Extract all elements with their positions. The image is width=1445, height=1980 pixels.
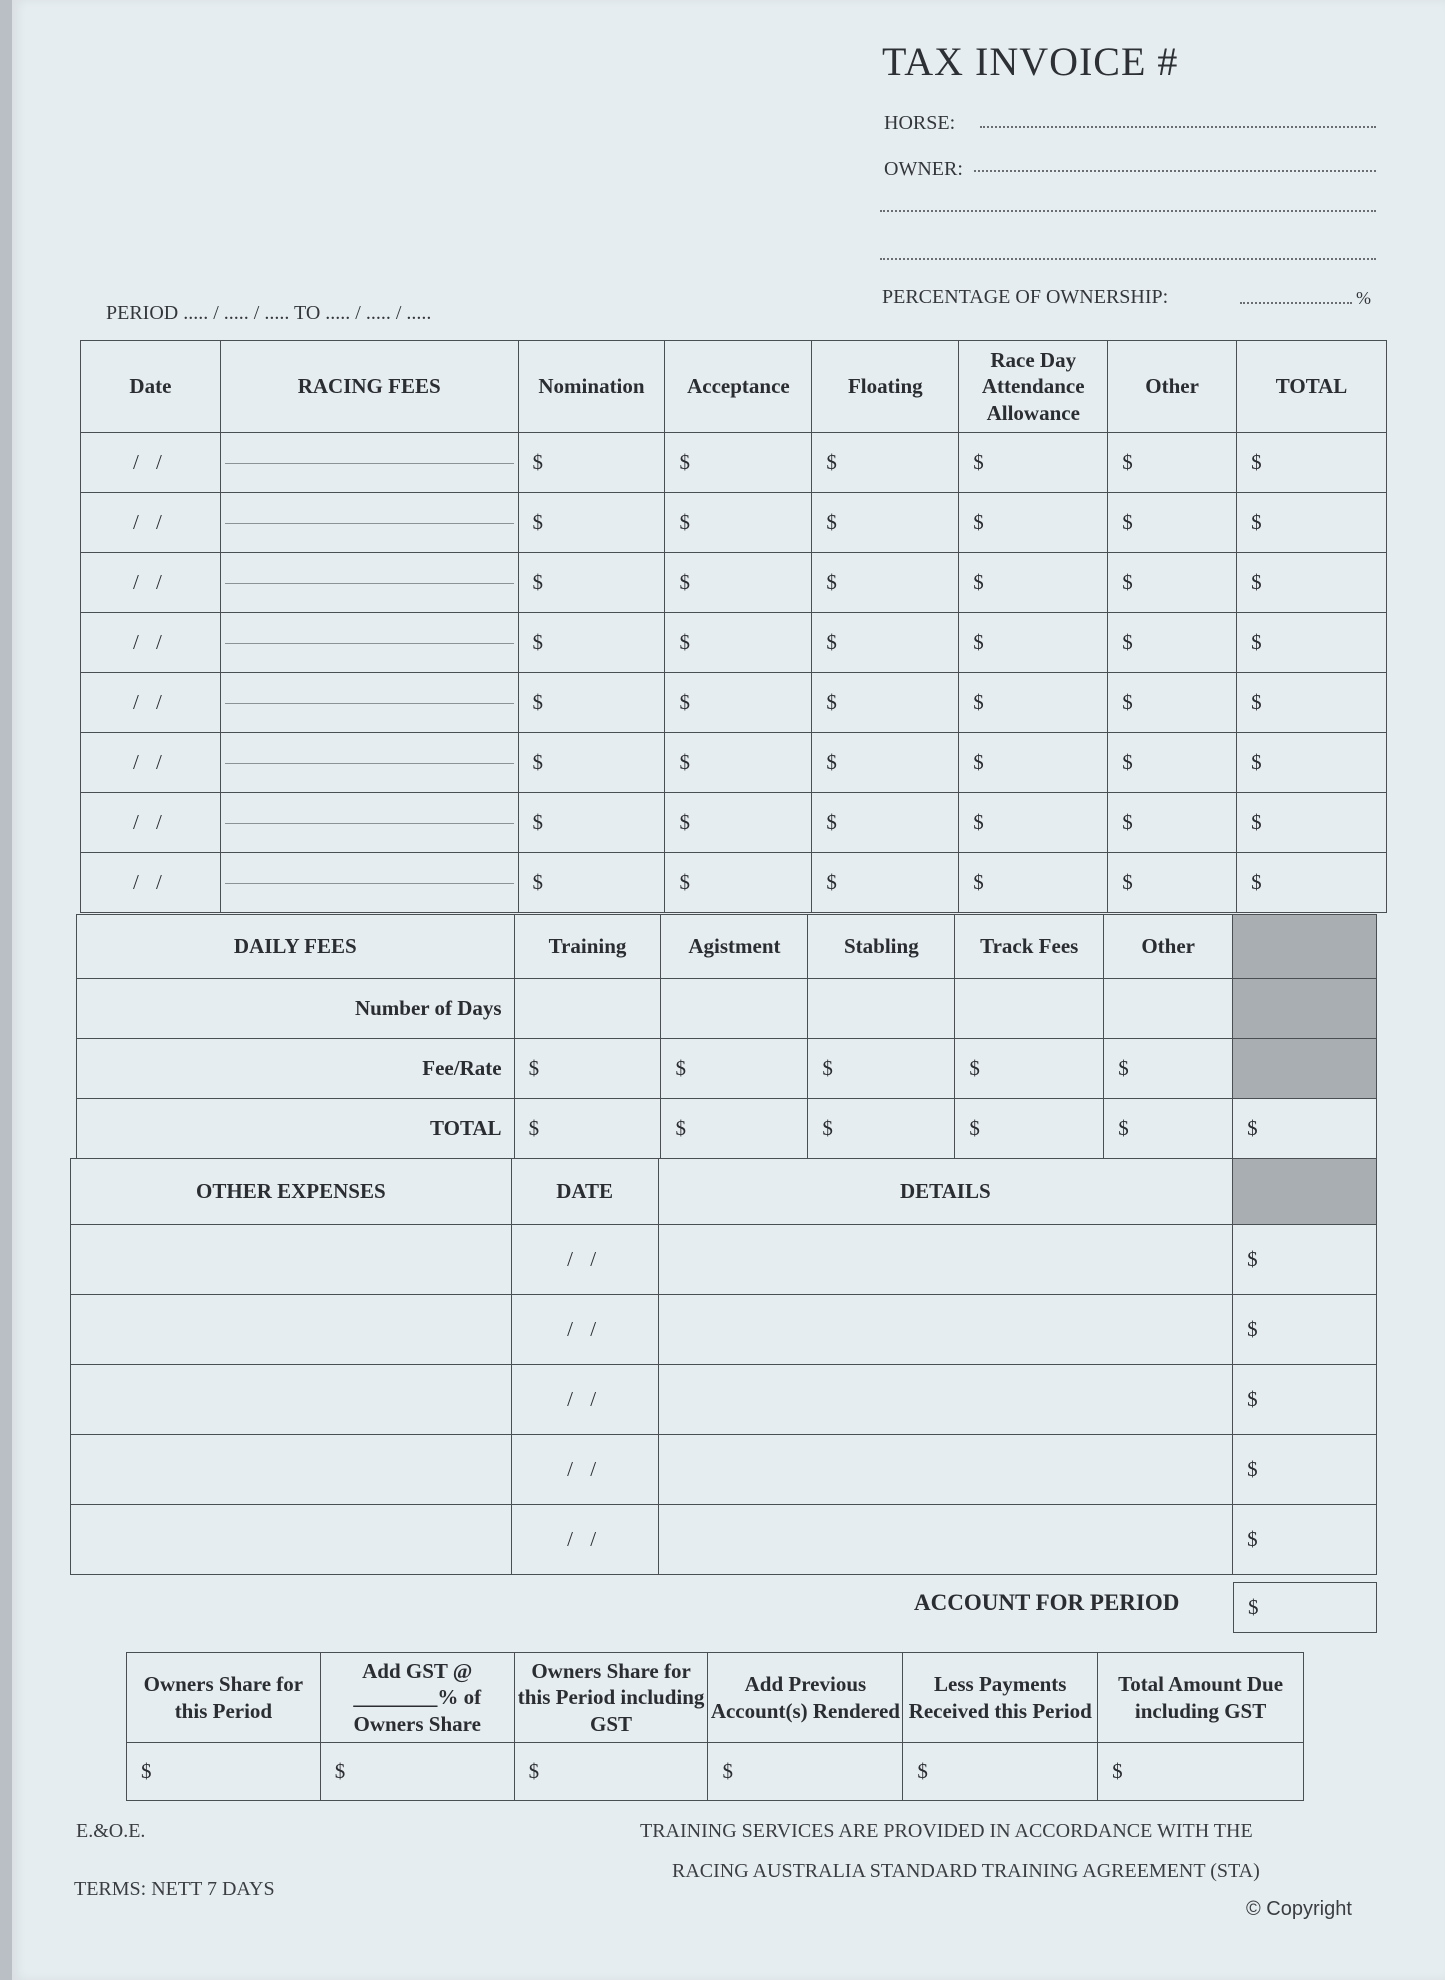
- less-payments-cell[interactable]: $: [903, 1743, 1098, 1801]
- racing-description-cell[interactable]: [220, 553, 518, 613]
- header-training: Training: [514, 915, 661, 979]
- racing-acceptance-cell[interactable]: $: [665, 613, 812, 673]
- other-expense-date-cell[interactable]: / /: [511, 1295, 658, 1365]
- racing-other-cell[interactable]: $: [1108, 793, 1237, 853]
- other-expense-details-cell[interactable]: [658, 1225, 1233, 1295]
- total-amount-due-cell[interactable]: $: [1098, 1743, 1304, 1801]
- racing-fee-row: [81, 733, 1387, 793]
- racing-acceptance-cell[interactable]: $: [665, 793, 812, 853]
- racing-date-cell[interactable]: / /: [81, 553, 221, 613]
- summary-table: [126, 1652, 1304, 1801]
- other-expense-row: [71, 1225, 1377, 1295]
- other-expenses-table: [70, 1158, 1377, 1575]
- header-daily-other: Other: [1104, 915, 1233, 979]
- racing-nomination-cell[interactable]: $: [518, 853, 665, 913]
- other-expense-details-cell[interactable]: [658, 1505, 1233, 1575]
- previous-accounts-cell[interactable]: $: [708, 1743, 903, 1801]
- summary-header-row: [127, 1653, 1304, 1743]
- copyright-text: © Copyright: [1246, 1898, 1352, 1920]
- period-field[interactable]: PERIOD ..... / ..... / ..... TO ..... / ..... / .....: [106, 302, 432, 324]
- racing-floating-cell[interactable]: $: [812, 673, 959, 733]
- daily-fees-title: DAILY FEES: [77, 915, 515, 979]
- racing-total-cell[interactable]: $: [1237, 493, 1387, 553]
- header-details: DETAILS: [658, 1159, 1233, 1225]
- other-expense-description-cell[interactable]: [71, 1505, 512, 1575]
- header-less-payments: Less Payments Received this Period: [903, 1653, 1098, 1743]
- racing-race-day-cell[interactable]: $: [959, 793, 1108, 853]
- daily-total-cell[interactable]: $: [808, 1099, 955, 1159]
- racing-other-cell[interactable]: $: [1108, 613, 1237, 673]
- other-expense-details-cell[interactable]: [658, 1435, 1233, 1505]
- number-of-days-row: [77, 979, 1377, 1039]
- header-acceptance: Acceptance: [665, 341, 812, 433]
- racing-other-cell[interactable]: $: [1108, 553, 1237, 613]
- days-cell[interactable]: [955, 979, 1104, 1039]
- other-expense-row: [71, 1435, 1377, 1505]
- other-expense-description-cell[interactable]: [71, 1365, 512, 1435]
- other-expense-amount-cell[interactable]: $: [1233, 1225, 1377, 1295]
- racing-total-cell[interactable]: $: [1237, 553, 1387, 613]
- summary-value-row: [127, 1743, 1304, 1801]
- header-other-date: DATE: [511, 1159, 658, 1225]
- racing-description-cell[interactable]: [220, 853, 518, 913]
- daily-total-label: TOTAL: [77, 1099, 515, 1159]
- header-racing-fees: RACING FEES: [220, 341, 518, 433]
- invoice-title: TAX INVOICE #: [882, 39, 1179, 84]
- daily-total-cell[interactable]: $: [955, 1099, 1104, 1159]
- racing-fee-row: [81, 553, 1387, 613]
- racing-acceptance-cell[interactable]: $: [665, 553, 812, 613]
- racing-date-cell[interactable]: / /: [81, 433, 221, 493]
- racing-floating-cell[interactable]: $: [812, 613, 959, 673]
- other-expense-description-cell[interactable]: [71, 1295, 512, 1365]
- racing-nomination-cell[interactable]: $: [518, 793, 665, 853]
- other-expense-description-cell[interactable]: [71, 1225, 512, 1295]
- racing-total-cell[interactable]: $: [1237, 433, 1387, 493]
- racing-fee-row: [81, 853, 1387, 913]
- header-other: Other: [1108, 341, 1237, 433]
- racing-race-day-cell[interactable]: $: [959, 613, 1108, 673]
- racing-acceptance-cell[interactable]: $: [665, 733, 812, 793]
- header-agistment: Agistment: [661, 915, 808, 979]
- racing-date-cell[interactable]: / /: [81, 793, 221, 853]
- racing-floating-cell[interactable]: $: [812, 793, 959, 853]
- fee-rate-cell[interactable]: $: [808, 1039, 955, 1099]
- header-owners-share: Owners Share for this Period: [127, 1653, 321, 1743]
- racing-date-cell[interactable]: / /: [81, 673, 221, 733]
- racing-other-cell[interactable]: $: [1108, 433, 1237, 493]
- racing-race-day-cell[interactable]: $: [959, 733, 1108, 793]
- racing-description-cell[interactable]: [220, 673, 518, 733]
- racing-race-day-cell[interactable]: $: [959, 853, 1108, 913]
- eoe-text: E.&O.E.: [76, 1820, 146, 1842]
- racing-race-day-cell[interactable]: $: [959, 433, 1108, 493]
- days-cell[interactable]: [661, 979, 808, 1039]
- days-cell[interactable]: [514, 979, 661, 1039]
- header-total-amount-due: Total Amount Due including GST: [1098, 1653, 1304, 1743]
- other-expense-row: [71, 1295, 1377, 1365]
- daily-header-row: [77, 915, 1377, 979]
- daily-total-cell[interactable]: $: [661, 1099, 808, 1159]
- account-total-cell[interactable]: $: [1234, 1583, 1377, 1633]
- racing-other-cell[interactable]: $: [1108, 493, 1237, 553]
- owner-field[interactable]: [974, 170, 1376, 172]
- fee-rate-cell[interactable]: $: [514, 1039, 661, 1099]
- racing-nomination-cell[interactable]: $: [518, 553, 665, 613]
- racing-total-cell[interactable]: $: [1237, 613, 1387, 673]
- racing-description-cell[interactable]: [220, 613, 518, 673]
- other-expense-details-cell[interactable]: [658, 1365, 1233, 1435]
- racing-nomination-cell[interactable]: $: [518, 493, 665, 553]
- racing-fees-table: [80, 340, 1387, 913]
- other-expense-date-cell[interactable]: / /: [511, 1365, 658, 1435]
- racing-date-cell[interactable]: / /: [81, 733, 221, 793]
- header-owners-share-gst: Owners Share for this Period including GST: [514, 1653, 708, 1743]
- racing-date-cell[interactable]: / /: [81, 853, 221, 913]
- fee-rate-cell[interactable]: $: [955, 1039, 1104, 1099]
- header-nomination: Nomination: [518, 341, 665, 433]
- racing-fee-row: [81, 433, 1387, 493]
- other-expense-date-cell[interactable]: / /: [511, 1225, 658, 1295]
- ownership-suffix: %: [1356, 288, 1371, 308]
- account-total-table: [1233, 1582, 1377, 1633]
- horse-label: HORSE:: [884, 112, 956, 134]
- racing-acceptance-cell[interactable]: $: [665, 493, 812, 553]
- other-expense-date-cell[interactable]: / /: [511, 1505, 658, 1575]
- shaded-cell: [1233, 1159, 1377, 1225]
- racing-floating-cell[interactable]: $: [812, 733, 959, 793]
- racing-date-cell[interactable]: / /: [81, 613, 221, 673]
- racing-fee-row: [81, 793, 1387, 853]
- header-race-day-attendance: Race Day Attendance Allowance: [959, 341, 1108, 433]
- racing-floating-cell[interactable]: $: [812, 493, 959, 553]
- header-date: Date: [81, 341, 221, 433]
- days-cell[interactable]: [808, 979, 955, 1039]
- racing-total-cell[interactable]: $: [1237, 793, 1387, 853]
- racing-other-cell[interactable]: $: [1108, 673, 1237, 733]
- header-total: TOTAL: [1237, 341, 1387, 433]
- racing-acceptance-cell[interactable]: $: [665, 673, 812, 733]
- account-for-period-label: ACCOUNT FOR PERIOD: [914, 1590, 1180, 1615]
- racing-nomination-cell[interactable]: $: [518, 433, 665, 493]
- fee-rate-row: [77, 1039, 1377, 1099]
- fee-rate-cell[interactable]: $: [1104, 1039, 1233, 1099]
- other-expense-date-cell[interactable]: / /: [511, 1435, 658, 1505]
- owner-field-line-3[interactable]: [880, 258, 1376, 260]
- owner-field-line-2[interactable]: [880, 210, 1376, 212]
- owner-label: OWNER:: [884, 158, 963, 180]
- header-previous-accounts: Add Previous Account(s) Rendered: [708, 1653, 903, 1743]
- fee-rate-cell[interactable]: $: [661, 1039, 808, 1099]
- shaded-cell: [1233, 915, 1377, 979]
- racing-acceptance-cell[interactable]: $: [665, 433, 812, 493]
- racing-other-cell[interactable]: $: [1108, 853, 1237, 913]
- owners-share-cell[interactable]: $: [127, 1743, 321, 1801]
- racing-nomination-cell[interactable]: $: [518, 613, 665, 673]
- number-of-days-label: Number of Days: [77, 979, 515, 1039]
- racing-description-cell[interactable]: [220, 433, 518, 493]
- racing-fee-row: [81, 493, 1387, 553]
- header-add-gst: Add GST @ ________% of Owners Share: [320, 1653, 514, 1743]
- sta-line-2: RACING AUSTRALIA STANDARD TRAINING AGREEMENT (STA): [672, 1860, 1260, 1882]
- racing-nomination-cell[interactable]: $: [518, 673, 665, 733]
- racing-header-row: [81, 341, 1387, 433]
- daily-total-row: [77, 1099, 1377, 1159]
- racing-floating-cell[interactable]: $: [812, 433, 959, 493]
- other-expense-amount-cell[interactable]: $: [1233, 1365, 1377, 1435]
- sta-line-1: TRAINING SERVICES ARE PROVIDED IN ACCORDANCE WITH THE: [640, 1820, 1253, 1842]
- racing-other-cell[interactable]: $: [1108, 733, 1237, 793]
- other-expense-amount-cell[interactable]: $: [1233, 1505, 1377, 1575]
- shaded-cell: [1233, 1039, 1377, 1099]
- racing-acceptance-cell[interactable]: $: [665, 853, 812, 913]
- daily-total-cell[interactable]: $: [1104, 1099, 1233, 1159]
- racing-total-cell[interactable]: $: [1237, 853, 1387, 913]
- racing-race-day-cell[interactable]: $: [959, 493, 1108, 553]
- racing-total-cell[interactable]: $: [1237, 733, 1387, 793]
- other-expense-amount-cell[interactable]: $: [1233, 1295, 1377, 1365]
- terms-text: TERMS: NETT 7 DAYS: [74, 1878, 275, 1900]
- daily-total-cell[interactable]: $: [514, 1099, 661, 1159]
- other-expense-description-cell[interactable]: [71, 1435, 512, 1505]
- racing-fee-row: [81, 613, 1387, 673]
- daily-grand-total-cell[interactable]: $: [1233, 1099, 1377, 1159]
- racing-race-day-cell[interactable]: $: [959, 673, 1108, 733]
- fee-rate-label: Fee/Rate: [77, 1039, 515, 1099]
- horse-field[interactable]: [980, 126, 1376, 128]
- daily-fees-table: [76, 914, 1377, 1159]
- other-expenses-title: OTHER EXPENSES: [71, 1159, 512, 1225]
- racing-race-day-cell[interactable]: $: [959, 553, 1108, 613]
- ownership-field[interactable]: [1240, 302, 1352, 304]
- header-floating: Floating: [812, 341, 959, 433]
- other-expense-amount-cell[interactable]: $: [1233, 1435, 1377, 1505]
- racing-description-cell[interactable]: [220, 493, 518, 553]
- shaded-cell: [1233, 979, 1377, 1039]
- owners-share-gst-cell[interactable]: $: [514, 1743, 708, 1801]
- racing-fee-row: [81, 673, 1387, 733]
- racing-nomination-cell[interactable]: $: [518, 733, 665, 793]
- other-expense-row: [71, 1505, 1377, 1575]
- racing-floating-cell[interactable]: $: [812, 553, 959, 613]
- racing-date-cell[interactable]: / /: [81, 493, 221, 553]
- other-expense-details-cell[interactable]: [658, 1295, 1233, 1365]
- other-header-row: [71, 1159, 1377, 1225]
- gst-cell[interactable]: $: [320, 1743, 514, 1801]
- ownership-label: PERCENTAGE OF OWNERSHIP:: [882, 286, 1169, 308]
- racing-total-cell[interactable]: $: [1237, 673, 1387, 733]
- other-expense-row: [71, 1365, 1377, 1435]
- racing-floating-cell[interactable]: $: [812, 853, 959, 913]
- days-cell[interactable]: [1104, 979, 1233, 1039]
- header-track-fees: Track Fees: [955, 915, 1104, 979]
- racing-description-cell[interactable]: [220, 793, 518, 853]
- racing-description-cell[interactable]: [220, 733, 518, 793]
- header-stabling: Stabling: [808, 915, 955, 979]
